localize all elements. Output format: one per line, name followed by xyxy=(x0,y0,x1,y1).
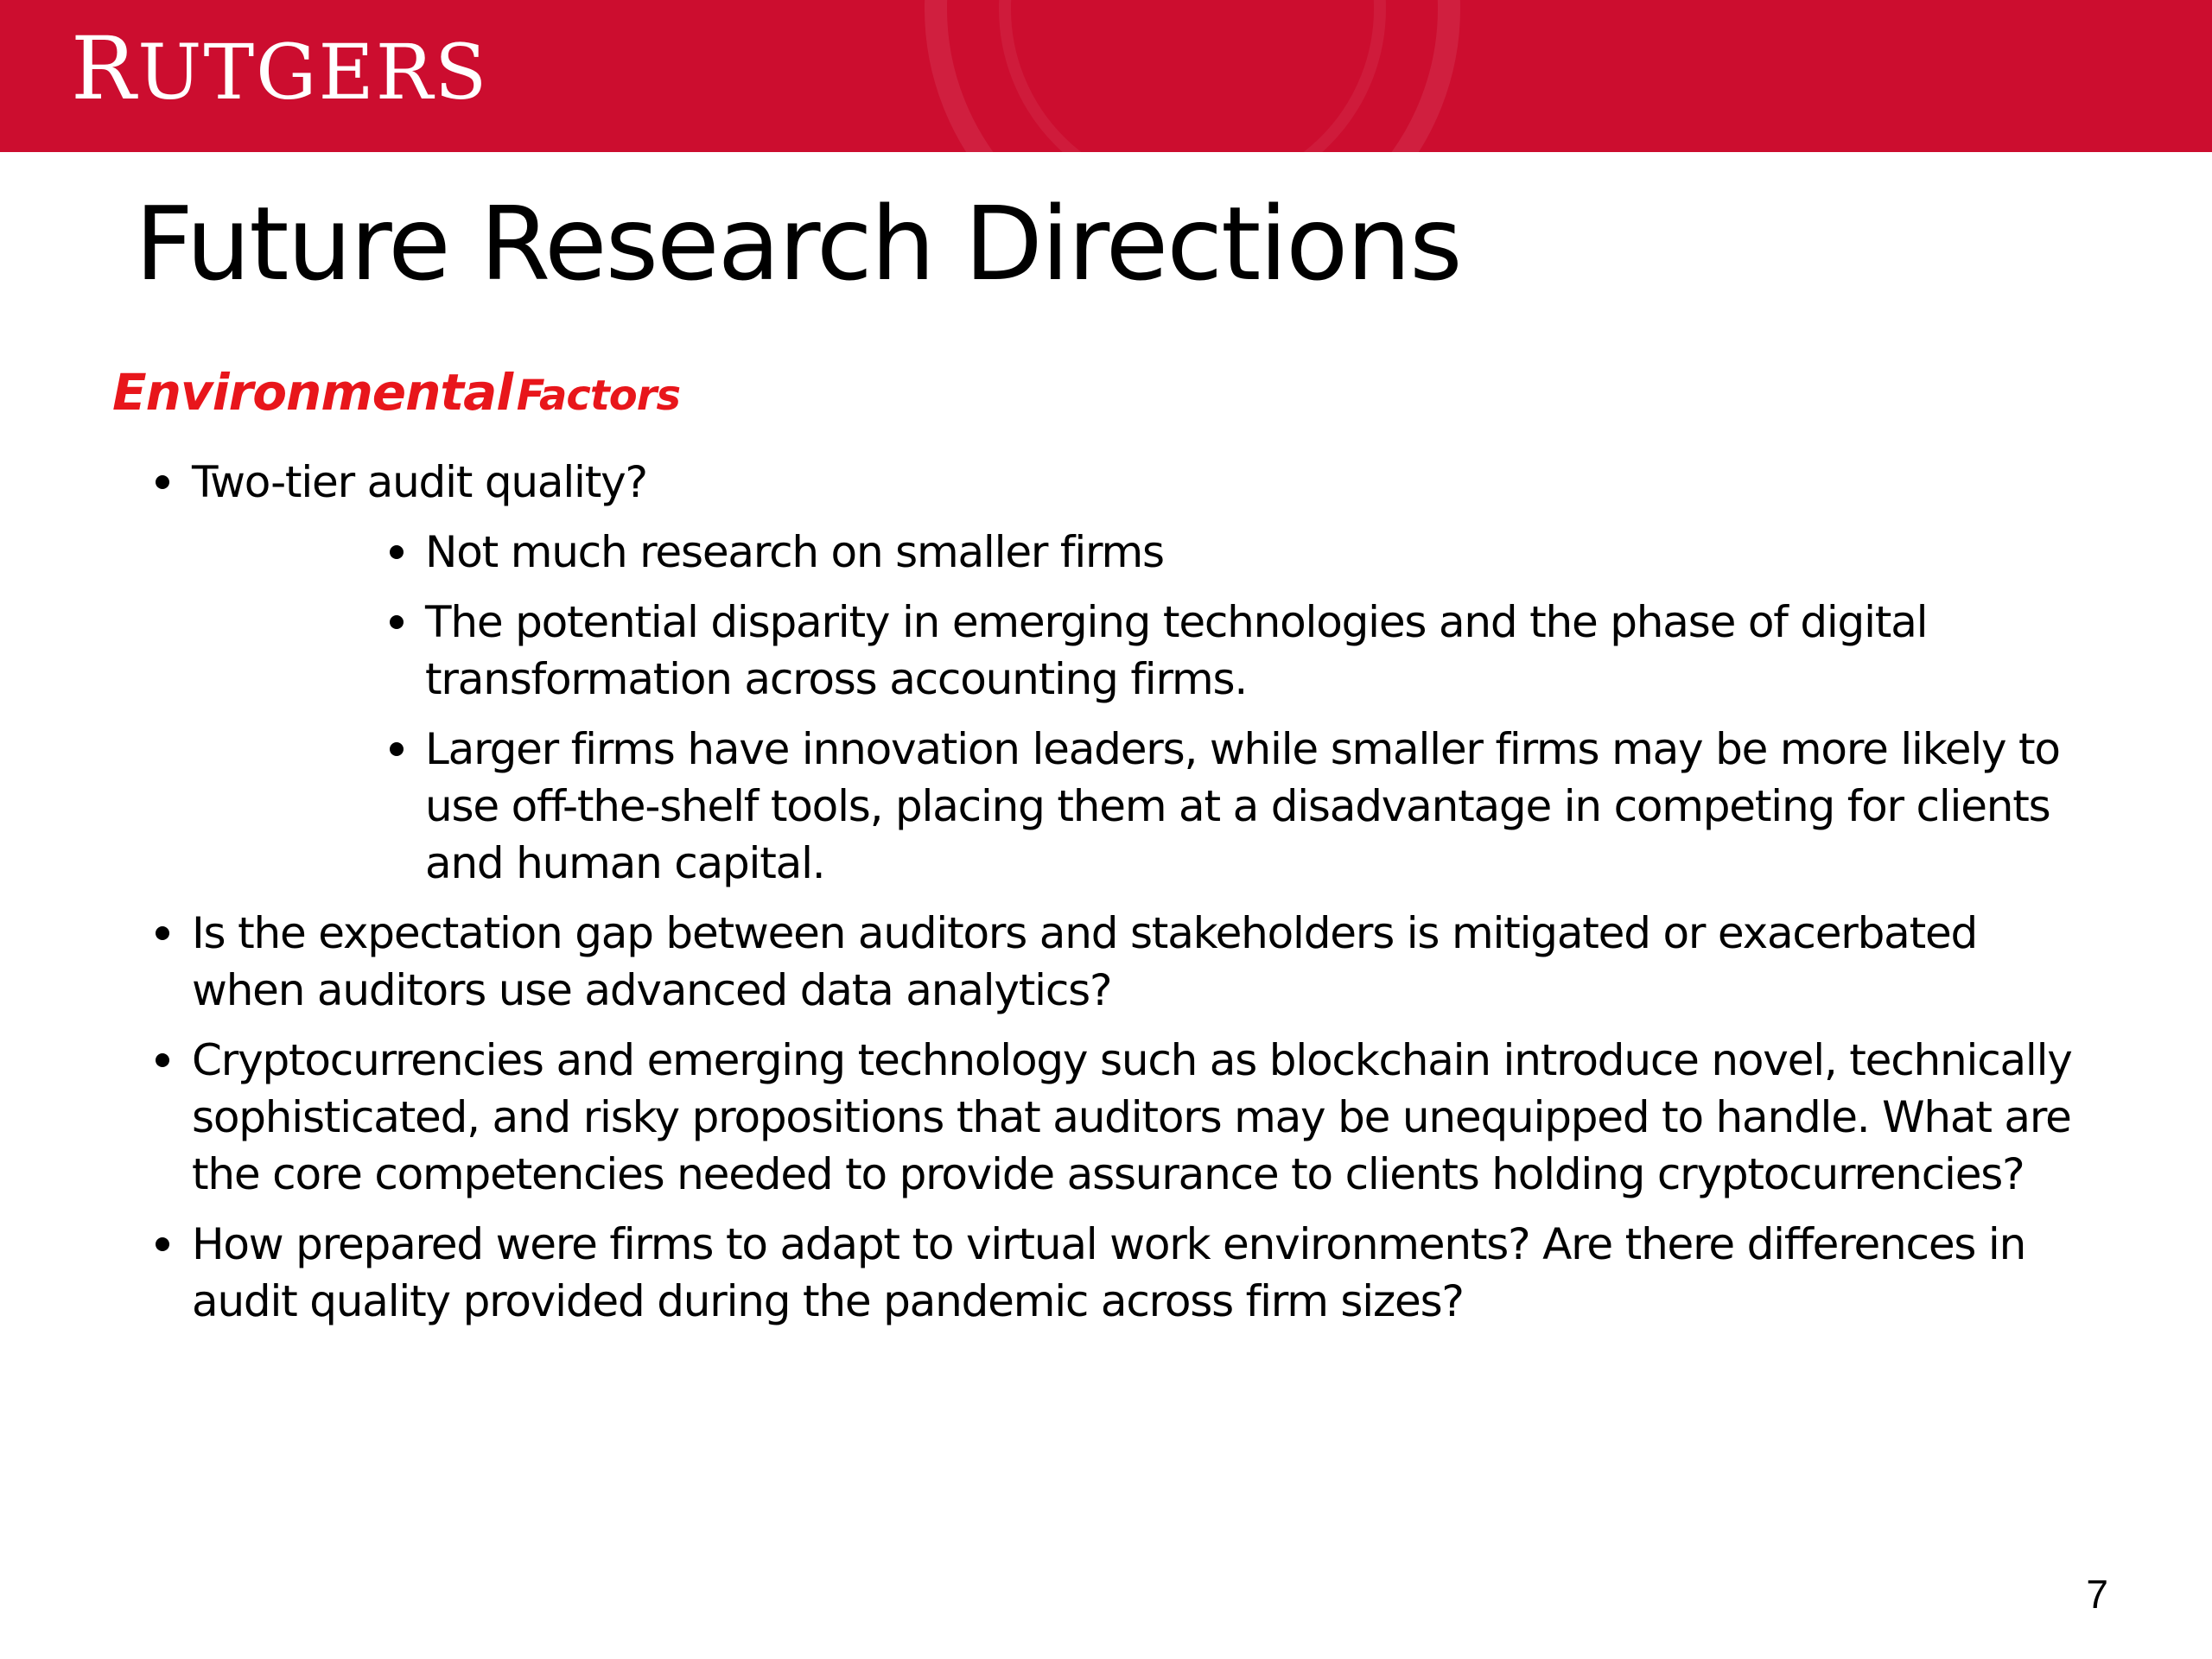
bullet-icon xyxy=(156,926,169,940)
bullet-item xyxy=(0,1216,2091,1330)
section-heading xyxy=(112,363,680,422)
page-number: 7 xyxy=(2086,1572,2108,1617)
logo-first-letter: R xyxy=(71,18,138,119)
sub-bullet-item xyxy=(192,524,2091,581)
bullet-icon xyxy=(390,545,404,559)
seal-watermark xyxy=(925,0,1460,152)
section-heading-word-1: Environmental xyxy=(112,363,513,422)
sub-bullet-text: Not much research on smaller firms xyxy=(425,527,1164,577)
sub-bullet-list xyxy=(192,524,2091,892)
bullet-icon xyxy=(390,742,404,756)
sub-bullet-text: The potential disparity in emerging technologies and the phase of digital transformation across accounting firms. xyxy=(425,597,1928,704)
logo-rest: UTGERS xyxy=(137,28,489,117)
bullet-item xyxy=(0,1032,2091,1203)
slide-title: Future Research Directions xyxy=(135,184,1461,303)
bullet-text: Is the expectation gap between auditors and stakeholders is mitigated or exacerbated when auditors use advanced data analytics? xyxy=(192,908,1978,1015)
section-heading-word-2: Factors xyxy=(516,372,681,420)
header-band xyxy=(0,0,2212,152)
rutgers-logo xyxy=(71,18,489,119)
bullet-item xyxy=(0,905,2091,1019)
bullet-text: How prepared were firms to adapt to virtual work environments? Are there differences in audit quality provided during the pandemic across firm sizes? xyxy=(192,1219,2026,1326)
bullet-content xyxy=(0,454,2091,1343)
sub-bullet-text: Larger firms have innovation leaders, while smaller firms may be more likely to use off-the-shelf tools, placing them at a disadvantage in competing for clients and human capital. xyxy=(425,724,2060,888)
bullet-list xyxy=(0,454,2091,1330)
bullet-icon xyxy=(390,615,404,629)
bullet-icon xyxy=(156,475,169,489)
bullet-text: Two-tier audit quality? xyxy=(192,457,647,507)
bullet-icon xyxy=(156,1237,169,1251)
bullet-item xyxy=(0,454,2091,892)
bullet-text: Cryptocurrencies and emerging technology such as blockchain introduce novel, technically sophisticated, and risky propositions that auditors may be unequipped to handle. What are the core competencies needed to provide assurance to clients holding cryptocurrencies? xyxy=(192,1035,2072,1199)
bullet-icon xyxy=(156,1053,169,1067)
sub-bullet-item xyxy=(192,594,2091,708)
sub-bullet-item xyxy=(192,721,2091,892)
